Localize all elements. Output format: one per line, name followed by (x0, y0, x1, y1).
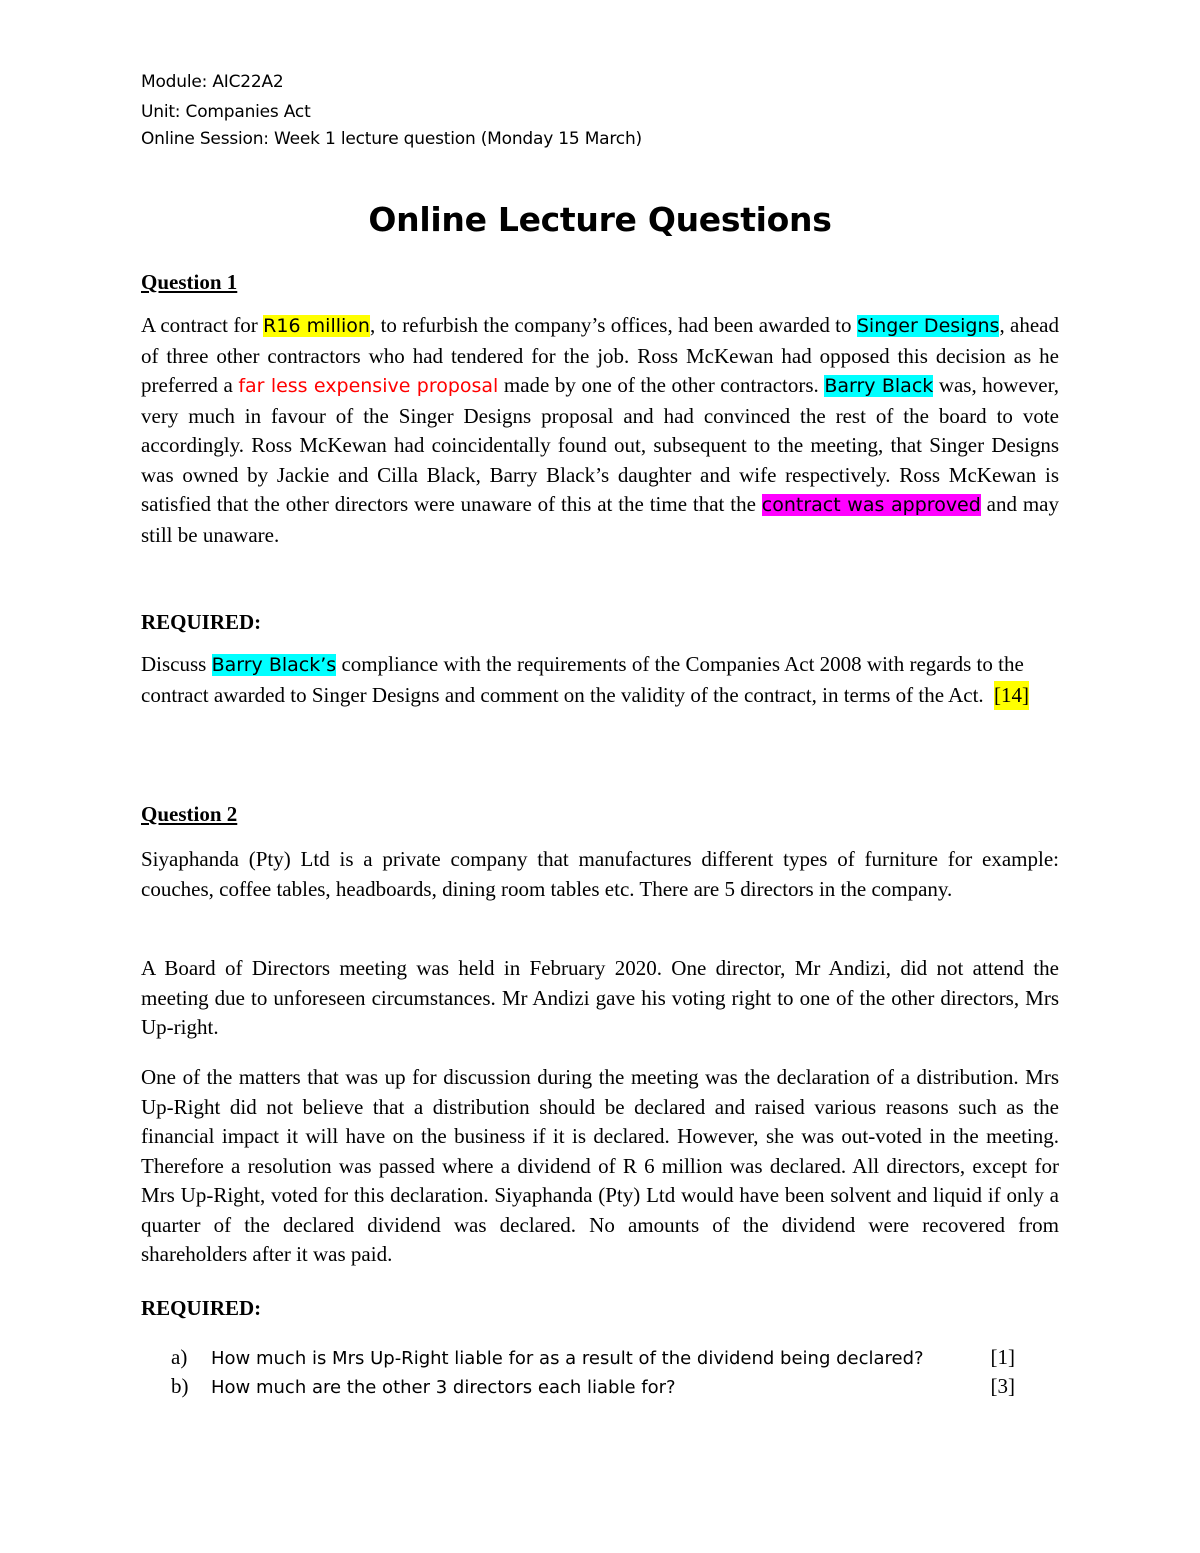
item-b-text: How much are the other 3 directors each liable for? (211, 1377, 676, 1398)
question-2-paragraph-2: A Board of Directors meeting was held in February 2020. One director, Mr Andizi, did not attend the meeting due to unforeseen circumstances. Mr Andizi gave his voting right to one of the other directors, Mrs Up-right. (141, 956, 1059, 1039)
header-session: Online Session: Week 1 lecture question (Monday 15 March) (141, 129, 642, 149)
question-2-item-a (171, 1343, 1021, 1373)
highlight-contract-approved: contract was approved (761, 494, 981, 516)
q1-req-text-b: compliance with the requirements of the Companies Act 2008 with regards to the contract awarded to Singer Designs and comment on the validity of the contract, in terms of the Act. (141, 652, 1024, 707)
question-1-required-label: REQUIRED: (141, 610, 262, 634)
red-text-cheaper-proposal: far less expensive proposal (238, 375, 499, 397)
q1-req-text-a: Discuss (141, 652, 212, 676)
q1-text-f: and may still be unaware. (141, 492, 1059, 547)
header-module: Module: AIC22A2 (141, 72, 284, 92)
item-a-mark: [1] (990, 1345, 1015, 1369)
page-title: Online Lecture Questions (368, 200, 832, 239)
q1-text-b: , to refurbish the company’s offices, had been awarded to (369, 313, 857, 337)
question-1-mark: [14] (994, 681, 1029, 711)
item-b-mark: [3] (990, 1374, 1015, 1398)
highlight-singer-designs: Singer Designs (856, 315, 1000, 337)
q1-text-c: , ahead of three other contractors who had tendered for the job. Ross McKewan had opposed this decision as he preferred a (141, 313, 1059, 397)
question-2-item-b (171, 1372, 1021, 1402)
question-2-paragraph-3: One of the matters that was up for discussion during the meeting was the declaration of a distribution. Mrs Up-Right did not believe that a distribution should be declared and raised various reasons such as the financial impact it will have on the business if it is declared. However, she was out-voted in the meeting. Therefore a resolution was passed where a dividend of R 6 million was declared. All directors, except for Mrs Up-Right, voted for this declaration. Siyaphanda (Pty) Ltd would have been solvent and liquid if only a quarter of the declared dividend was declared. No amounts of the dividend were recovered from shareholders after it was paid. (141, 1065, 1059, 1266)
highlight-amount: R16 million (263, 315, 370, 337)
item-a-label: a) (171, 1345, 188, 1369)
highlight-barry-blacks: Barry Black’s (211, 654, 337, 676)
question-1-scenario (141, 311, 1059, 550)
question-1-requirement (141, 650, 1059, 710)
question-2-heading: Question 2 (141, 802, 238, 826)
q1-text-a: A contract for (141, 313, 264, 337)
item-a-text: How much is Mrs Up-Right liable for as a result of the dividend being declared? (211, 1348, 924, 1369)
highlight-barry-black: Barry Black (824, 375, 934, 397)
header-unit: Unit: Companies Act (141, 102, 311, 122)
question-2-required-label: REQUIRED: (141, 1296, 262, 1320)
q1-text-d: made by one of the other contractors. (498, 373, 825, 397)
question-2-paragraph-1: Siyaphanda (Pty) Ltd is a private company that manufactures different types of furniture for example: couches, coffee tables, headboards, dining room tables etc. There are 5 directors in the company. (141, 847, 1059, 901)
q1-text-e: was, however, very much in favour of the Singer Designs proposal and had convinced the rest of the board to vote accordingly. Ross McKewan had coincidentally found out, subsequent to the meeting, that Singer Designs was owned by Jackie and Cilla Black, Barry Black’s daughter and wife respectively. Ross McKewan is satisfied that the other directors were unaware of this at the time that the (141, 373, 1059, 516)
item-b-label: b) (171, 1374, 189, 1398)
question-1-heading: Question 1 (141, 270, 238, 294)
